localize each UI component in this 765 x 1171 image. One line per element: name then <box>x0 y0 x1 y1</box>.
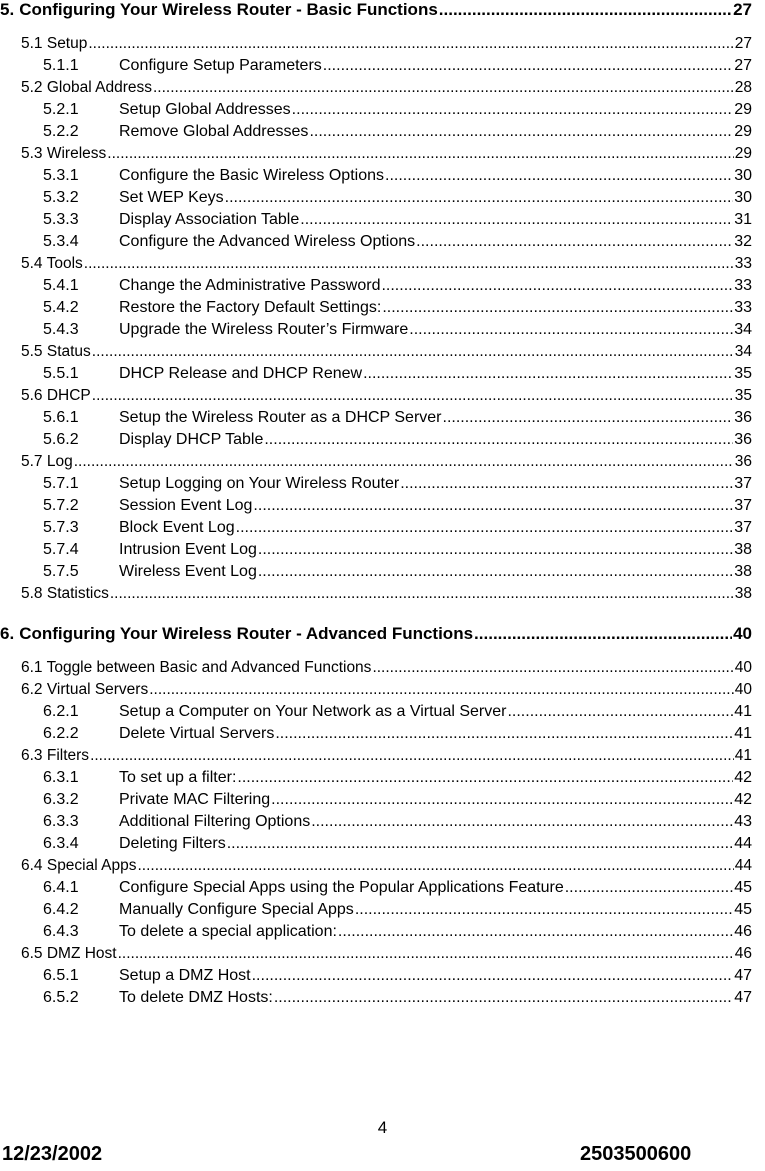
toc-entry-title: DHCP Release and DHCP Renew <box>119 365 363 382</box>
toc-entry-page: 41 <box>734 747 752 764</box>
toc-section-entry[interactable] <box>21 581 752 603</box>
toc-dot-leader <box>88 35 733 53</box>
toc-entry-number: 5.6.1 <box>43 409 79 426</box>
toc-entry-number: 5.6.2 <box>43 431 79 448</box>
toc-entry-page: 40 <box>734 659 752 676</box>
toc-entry-page: 36 <box>734 453 752 470</box>
toc-dot-leader <box>300 211 733 229</box>
toc-entry-title: Private MAC Filtering <box>119 791 271 808</box>
footer-doc-number: 2503500600 <box>580 1143 692 1165</box>
toc-dot-leader <box>92 387 734 405</box>
toc-chapter-entry[interactable] <box>0 622 752 644</box>
toc-entry-page: 29 <box>734 145 752 162</box>
toc-entry-title: Setup a Computer on Your Network as a Virtual Server <box>119 703 507 720</box>
toc-subsection-entry[interactable] <box>43 831 752 853</box>
toc-dot-leader <box>400 475 733 493</box>
toc-entry-number: 5.7.4 <box>43 541 79 558</box>
toc-subsection-entry[interactable] <box>43 919 752 941</box>
toc-dot-leader <box>439 0 732 20</box>
toc-dot-leader <box>382 299 733 317</box>
toc-entry-page: 27 <box>733 0 752 19</box>
toc-entry-page: 40 <box>733 624 752 643</box>
toc-entry-title: 6.3 Filters <box>21 747 90 764</box>
toc-dot-leader <box>274 989 733 1007</box>
toc-entry-page: 37 <box>734 519 752 536</box>
toc-entry-page: 38 <box>734 585 752 602</box>
toc-entry-title: To delete a special application: <box>119 923 337 940</box>
toc-entry-title: Additional Filtering Options <box>119 813 311 830</box>
toc-entry-number: 6. <box>0 624 15 643</box>
toc-entry-number: 6.3.2 <box>43 791 79 808</box>
toc-dot-leader <box>264 431 733 449</box>
toc-dot-leader <box>92 343 734 361</box>
toc-dot-leader <box>372 659 733 677</box>
toc-dot-leader <box>253 497 733 515</box>
toc-entry-title: 5.4 Tools <box>21 255 83 272</box>
toc-entry-number: 5.4.3 <box>43 321 79 338</box>
toc-entry-number: 6.2.2 <box>43 725 79 742</box>
toc-section-entry[interactable] <box>21 853 752 875</box>
toc-dot-leader <box>84 255 734 273</box>
toc-entry-title: 5.2 Global Address <box>21 79 152 96</box>
toc-entry-page: 46 <box>734 945 752 962</box>
toc-entry-page: 44 <box>734 835 752 852</box>
toc-dot-leader <box>252 967 734 985</box>
toc-entry-page: 33 <box>734 255 752 272</box>
toc-entry-number: 5.3.1 <box>43 167 79 184</box>
toc-entry-number: 5.7.5 <box>43 563 79 580</box>
toc-subsection-entry[interactable] <box>43 207 752 229</box>
page-number: 4 <box>377 1118 388 1137</box>
toc-subsection-entry[interactable] <box>43 229 752 251</box>
toc-dot-leader <box>565 879 733 897</box>
toc-entry-page: 29 <box>734 101 752 118</box>
toc-entry-page: 36 <box>734 431 752 448</box>
toc-dot-leader <box>355 901 733 919</box>
toc-section-entry[interactable] <box>21 31 752 53</box>
toc-dot-leader <box>275 725 733 743</box>
toc-dot-leader <box>507 703 733 721</box>
toc-subsection-entry[interactable] <box>43 97 752 119</box>
toc-section-entry[interactable] <box>21 743 752 765</box>
toc-section-entry[interactable] <box>21 677 752 699</box>
toc-subsection-entry[interactable] <box>43 185 752 207</box>
toc-dot-leader <box>385 167 733 185</box>
toc-entry-title: Setup the Wireless Router as a DHCP Server <box>119 409 442 426</box>
toc-dot-leader <box>110 585 734 603</box>
toc-entry-number: 5.7.2 <box>43 497 79 514</box>
toc-subsection-entry[interactable] <box>43 119 752 141</box>
toc-entry-page: 36 <box>734 409 752 426</box>
toc-subsection-entry[interactable] <box>43 471 752 493</box>
toc-section-entry[interactable] <box>21 383 752 405</box>
toc-subsection-entry[interactable] <box>43 537 752 559</box>
toc-entry-number: 5. <box>0 0 15 19</box>
toc-entry-page: 44 <box>734 857 752 874</box>
toc-dot-leader <box>90 747 734 765</box>
toc-dot-leader <box>258 563 733 581</box>
toc-entry-number: 5.7.3 <box>43 519 79 536</box>
toc-section-entry[interactable] <box>21 449 752 471</box>
toc-subsection-entry[interactable] <box>43 699 752 721</box>
toc-entry-number: 6.3.3 <box>43 813 79 830</box>
toc-entry-page: 47 <box>734 967 752 984</box>
toc-entry-title: Setup Global Addresses <box>119 101 291 118</box>
toc-entry-title: 5.5 Status <box>21 343 91 360</box>
toc-entry-page: 42 <box>734 791 752 808</box>
toc-entry-page: 27 <box>734 35 752 52</box>
toc-dot-leader <box>409 321 733 339</box>
toc-dot-leader <box>338 923 733 941</box>
toc-section-entry[interactable] <box>21 339 752 361</box>
toc-section-entry[interactable] <box>21 941 752 963</box>
toc-dot-leader <box>258 541 733 559</box>
toc-section-entry[interactable] <box>21 655 752 677</box>
toc-entry-page: 27 <box>734 57 752 74</box>
toc-entry-number: 6.3.4 <box>43 835 79 852</box>
toc-entry-title: Configure Special Apps using the Popular Applications Feature <box>119 879 564 896</box>
toc-entry-page: 35 <box>734 365 752 382</box>
toc-entry-title: 5.1 Setup <box>21 35 88 52</box>
toc-entry-number: 6.5.1 <box>43 967 79 984</box>
toc-entry-title: Configuring Your Wireless Router - Advanced Functions <box>19 624 474 643</box>
toc-entry-title: Intrusion Event Log <box>119 541 257 558</box>
toc-subsection-entry[interactable] <box>43 765 752 787</box>
toc-entry-title: 5.3 Wireless <box>21 145 107 162</box>
toc-dot-leader <box>311 813 733 831</box>
toc-subsection-entry[interactable] <box>43 295 752 317</box>
toc-entry-page: 30 <box>734 189 752 206</box>
toc-chapter-entry[interactable] <box>0 0 752 20</box>
toc-entry-number: 5.3.3 <box>43 211 79 228</box>
toc-entry-title: Configuring Your Wireless Router - Basic Functions <box>19 0 438 19</box>
toc-subsection-entry[interactable] <box>43 405 752 427</box>
toc-entry-page: 45 <box>734 879 752 896</box>
toc-dot-leader <box>292 101 734 119</box>
toc-subsection-entry[interactable] <box>43 559 752 581</box>
toc-entry-number: 6.4.1 <box>43 879 79 896</box>
toc-entry-page: 45 <box>734 901 752 918</box>
toc-entry-page: 34 <box>734 321 752 338</box>
toc-entry-title: Configure Setup Parameters <box>119 57 322 74</box>
toc-subsection-entry[interactable] <box>43 493 752 515</box>
toc-entry-page: 46 <box>734 923 752 940</box>
toc-entry-number: 5.2.1 <box>43 101 79 118</box>
toc-entry-title: Display Association Table <box>119 211 300 228</box>
toc-section-entry[interactable] <box>21 75 752 97</box>
toc-section-entry[interactable] <box>21 251 752 273</box>
toc-dot-leader <box>107 145 733 163</box>
toc-entry-number: 5.3.4 <box>43 233 79 250</box>
toc-entry-title: Display DHCP Table <box>119 431 264 448</box>
toc-entry-page: 33 <box>734 299 752 316</box>
toc-subsection-entry[interactable] <box>43 273 752 295</box>
toc-entry-number: 6.5.2 <box>43 989 79 1006</box>
toc-dot-leader <box>363 365 733 383</box>
toc-entry-page: 41 <box>734 725 752 742</box>
toc-entry-number: 6.2.1 <box>43 703 79 720</box>
toc-subsection-entry[interactable] <box>43 809 752 831</box>
toc-entry-title: Wireless Event Log <box>119 563 257 580</box>
toc-entry-page: 30 <box>734 167 752 184</box>
toc-subsection-entry[interactable] <box>43 875 752 897</box>
toc-entry-title: Block Event Log <box>119 519 235 536</box>
toc-entry-title: Change the Administrative Password <box>119 277 381 294</box>
toc-entry-title: Delete Virtual Servers <box>119 725 275 742</box>
toc-section-entry[interactable] <box>21 141 752 163</box>
toc-subsection-entry[interactable] <box>43 985 752 1007</box>
toc-entry-number: 6.3.1 <box>43 769 79 786</box>
toc-entry-page: 47 <box>734 989 752 1006</box>
toc-dot-leader <box>74 453 734 471</box>
toc-entry-page: 31 <box>734 211 752 228</box>
toc-entry-page: 35 <box>734 387 752 404</box>
toc-dot-leader <box>153 79 734 97</box>
toc-entry-title: Configure the Advanced Wireless Options <box>119 233 416 250</box>
toc-entry-title: 5.6 DHCP <box>21 387 91 404</box>
toc-entry-page: 42 <box>734 769 752 786</box>
toc-entry-title: 6.1 Toggle between Basic and Advanced Functions <box>21 659 372 676</box>
toc-dot-leader <box>309 123 733 141</box>
toc-entry-page: 40 <box>734 681 752 698</box>
toc-entry-title: Restore the Factory Default Settings: <box>119 299 382 316</box>
toc-entry-page: 38 <box>734 563 752 580</box>
toc-dot-leader <box>236 519 734 537</box>
toc-entry-title: Upgrade the Wireless Router’s Firmware <box>119 321 409 338</box>
toc-entry-number: 5.4.2 <box>43 299 79 316</box>
toc-entry-title: Manually Configure Special Apps <box>119 901 354 918</box>
toc-dot-leader <box>271 791 733 809</box>
toc-dot-leader <box>137 857 733 875</box>
toc-dot-leader <box>416 233 733 251</box>
toc-subsection-entry[interactable] <box>43 163 752 185</box>
toc-entry-page: 38 <box>734 541 752 558</box>
toc-dot-leader <box>381 277 733 295</box>
toc-entry-title: Setup a DMZ Host <box>119 967 251 984</box>
toc-entry-title: Setup Logging on Your Wireless Router <box>119 475 400 492</box>
toc-entry-page: 32 <box>734 233 752 250</box>
toc-subsection-entry[interactable] <box>43 721 752 743</box>
toc-entry-title: 6.2 Virtual Servers <box>21 681 149 698</box>
toc-entry-page: 37 <box>734 475 752 492</box>
toc-entry-page: 41 <box>734 703 752 720</box>
toc-dot-leader <box>443 409 734 427</box>
toc-entry-title: Remove Global Addresses <box>119 123 309 140</box>
toc-subsection-entry[interactable] <box>43 361 752 383</box>
toc-subsection-entry[interactable] <box>43 897 752 919</box>
toc-dot-leader <box>149 681 734 699</box>
toc-entry-title: Session Event Log <box>119 497 253 514</box>
toc-subsection-entry[interactable] <box>43 787 752 809</box>
toc-entry-number: 5.1.1 <box>43 57 79 74</box>
toc-entry-number: 6.4.3 <box>43 923 79 940</box>
toc-entry-number: 5.7.1 <box>43 475 79 492</box>
toc-entry-page: 37 <box>734 497 752 514</box>
toc-subsection-entry[interactable] <box>43 963 752 985</box>
toc-subsection-entry[interactable] <box>43 427 752 449</box>
toc-dot-leader <box>323 57 733 75</box>
toc-entry-number: 5.3.2 <box>43 189 79 206</box>
toc-entry-title: To set up a filter: <box>119 769 237 786</box>
toc-subsection-entry[interactable] <box>43 515 752 537</box>
toc-subsection-entry[interactable] <box>43 317 752 339</box>
toc-entry-title: To delete DMZ Hosts: <box>119 989 273 1006</box>
toc-entry-title: 6.5 DMZ Host <box>21 945 117 962</box>
toc-entry-title: 5.8 Statistics <box>21 585 109 602</box>
toc-entry-title: Deleting Filters <box>119 835 226 852</box>
footer-date: 12/23/2002 <box>2 1143 103 1165</box>
toc-dot-leader <box>474 624 732 644</box>
toc-dot-leader <box>225 189 734 207</box>
toc-dot-leader <box>237 769 733 787</box>
toc-entry-page: 34 <box>734 343 752 360</box>
toc-entry-number: 6.4.2 <box>43 901 79 918</box>
toc-entry-title: 6.4 Special Apps <box>21 857 137 874</box>
toc-subsection-entry[interactable] <box>43 53 752 75</box>
toc-entry-page: 28 <box>734 79 752 96</box>
toc-entry-number: 5.2.2 <box>43 123 79 140</box>
toc-entry-title: 5.7 Log <box>21 453 73 470</box>
toc-entry-title: Configure the Basic Wireless Options <box>119 167 384 184</box>
toc-entry-page: 29 <box>734 123 752 140</box>
toc-dot-leader <box>227 835 734 853</box>
toc-entry-title: Set WEP Keys <box>119 189 224 206</box>
toc-entry-number: 5.4.1 <box>43 277 79 294</box>
toc-dot-leader <box>118 945 734 963</box>
toc-entry-number: 5.5.1 <box>43 365 79 382</box>
toc-entry-page: 43 <box>734 813 752 830</box>
toc-entry-page: 33 <box>734 277 752 294</box>
